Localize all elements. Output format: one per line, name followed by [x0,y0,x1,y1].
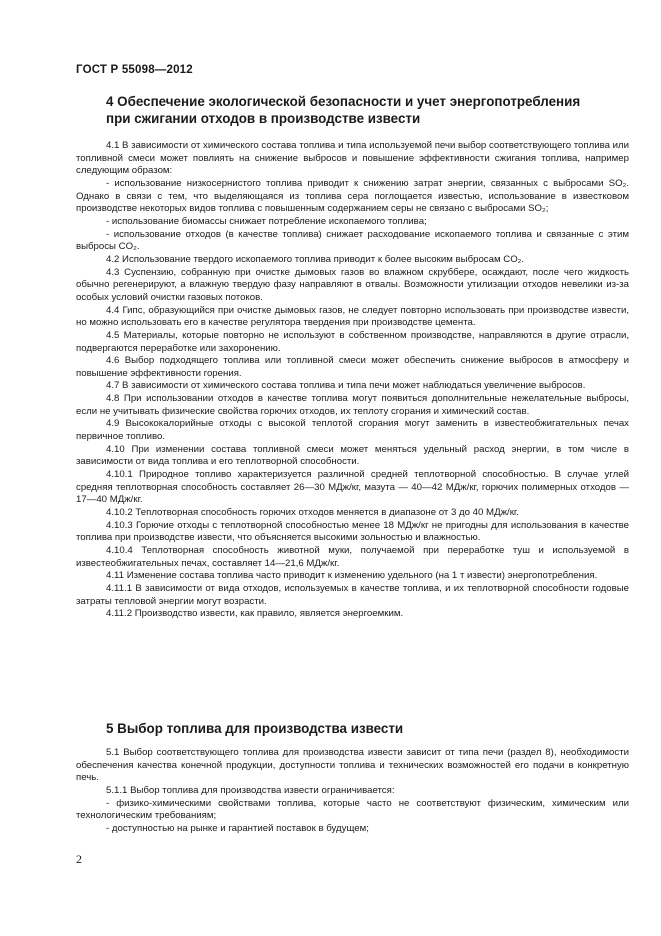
paragraph-4-10-4: 4.10.4 Теплотворная способность животной муки, получаемой при переработке туш и используемой в известеобжигательных печах, составляет 14—21,6 МДж/кг. [76,545,629,569]
paragraph-4-6: 4.6 Выбор подходящего топлива или топливной смеси может обеспечить снижение выбросов в атмосферу и повышение эффективности горения. [76,355,629,379]
paragraph-4-10-1: 4.10.1 Природное топливо характеризуется различной средней теплотворной способностью. В случае углей средняя теплотворная способность составляет 26—30 МДж/кг, мазута — 40—42 МДж/кг, горючих полимерных отходов — 17—40 МДж/кг. [76,469,629,506]
paragraph-4-1: 4.1 В зависимости от химического состава топлива и типа используемой печи выбор соответствующего топлива или топливной смеси может повлиять на снижение выбросов и повышение эффективности сжигания топлива, например следующим образом: [76,140,630,177]
page-number: 2 [76,852,82,866]
section-4-title [106,93,626,127]
document-header: ГОСТ Р 55098—2012 [76,64,193,76]
paragraph-4-11: 4.11 Изменение состава топлива часто приводит к изменению удельного (на 1 т извести) энергопотребления. [106,570,598,582]
list-item: - использование биомассы снижает потребление ископаемого топлива; [106,215,427,227]
paragraph-4-5: 4.5 Материалы, которые повторно не используют в собственном производстве, направляются в другие отрасли, подвергаются переработке или захоронению. [76,329,629,354]
paragraph-5-1: 5.1 Выбор соответствующего топлива для производства извести зависит от типа печи (раздел 8), необходимости обеспечения качества конечной продукции, доступности топлива и технических возможностей его подачи в конкретную печь. [76,747,629,784]
section-4-body [76,140,629,621]
list-item: - доступностью на рынке и гарантией поставок в будущем; [106,822,369,834]
paragraph-4-3: 4.3 Суспензию, собранную при очистке дымовых газов во влажном скруббере, осаждают, после чего жидкость обычно регенерируют, а влажную твердую фазу направляют в отвалы. Возможности утилизации отходов невелики из-за особых условий очистки газовых потоков. [76,266,629,303]
paragraph-4-7: 4.7 В зависимости от химического состава топлива и типа печи может наблюдаться увеличение выбросов. [106,380,586,392]
section-4-title-line-1: 4 Обеспечение экологической безопасности и учет энергопотребления [106,94,581,109]
paragraph-4-10: 4.10 При изменении состава топливной смеси может меняться удельный расход энергии, в том числе в зависимости от вида топлива и его теплотворной способности. [76,443,629,468]
section-5-title: 5 Выбор топлива для производства извести [106,721,404,736]
paragraph-5-1-1: 5.1.1 Выбор топлива для производства извести ограничивается: [106,784,395,796]
paragraph-4-10-2: 4.10.2 Теплотворная способность горючих отходов меняется в диапазоне от 3 до 40 МДж/кг. [106,507,519,519]
paragraph-4-10-3: 4.10.3 Горючие отходы с теплотворной способностью менее 18 МДж/кг не пригодны для использования в качестве топлива при производстве извести, что объясняется высокими зольностью и влажностью. [76,519,629,544]
section-4-title-line-2: при сжигании отходов в производстве извести [106,111,421,126]
paragraph-4-11-2: 4.11.2 Производство извести, как правило, является энергоемким. [106,608,404,620]
paragraph-4-9: 4.9 Высококалорийные отходы с высокой теплотой сгорания могут заменить в известеобжигательных печах первичное топливо. [76,418,629,443]
paragraph-4-4: 4.4 Гипс, образующийся при очистке дымовых газов, не следует повторно использовать при производстве извести, но можно использовать его в качестве регулятора твердения при производстве цемента. [76,304,629,329]
paragraph-4-2: 4.2 Использование твердого ископаемого топлива приводит к более высоким выбросам CO₂. [106,253,525,265]
list-item: - физико-химическими свойствами топлива, которые часто не соответствуют физическим, химическим или технологическим требованиям; [76,797,629,822]
list-item: - использование низкосернистого топлива приводит к снижению затрат энергии, связанных с выбросами SO₂. Однако в связи с тем, что выделяющаяся из топлива сера поглощается известью, использование в известковом производстве некоторых видов топлива с повышенным содержанием серы не связано с выбросами SO₂; [76,177,629,215]
section-5-body [76,747,629,836]
paragraph-4-8: 4.8 При использовании отходов в качестве топлива могут появиться дополнительные нежелательные выбросы, если не учитывать физические свойства горючих отходов, их теплоту сгорания и химический состав. [76,393,629,417]
list-item: - использование отходов (в качестве топлива) снижает расходование ископаемого топлива и связанные с этим выбросы CO₂. [76,228,629,253]
paragraph-4-11-1: 4.11.1 В зависимости от вида отходов, используемых в качестве топлива, и их теплотворной способности годовые затраты тепловой энергии могут возрасти. [76,582,629,607]
